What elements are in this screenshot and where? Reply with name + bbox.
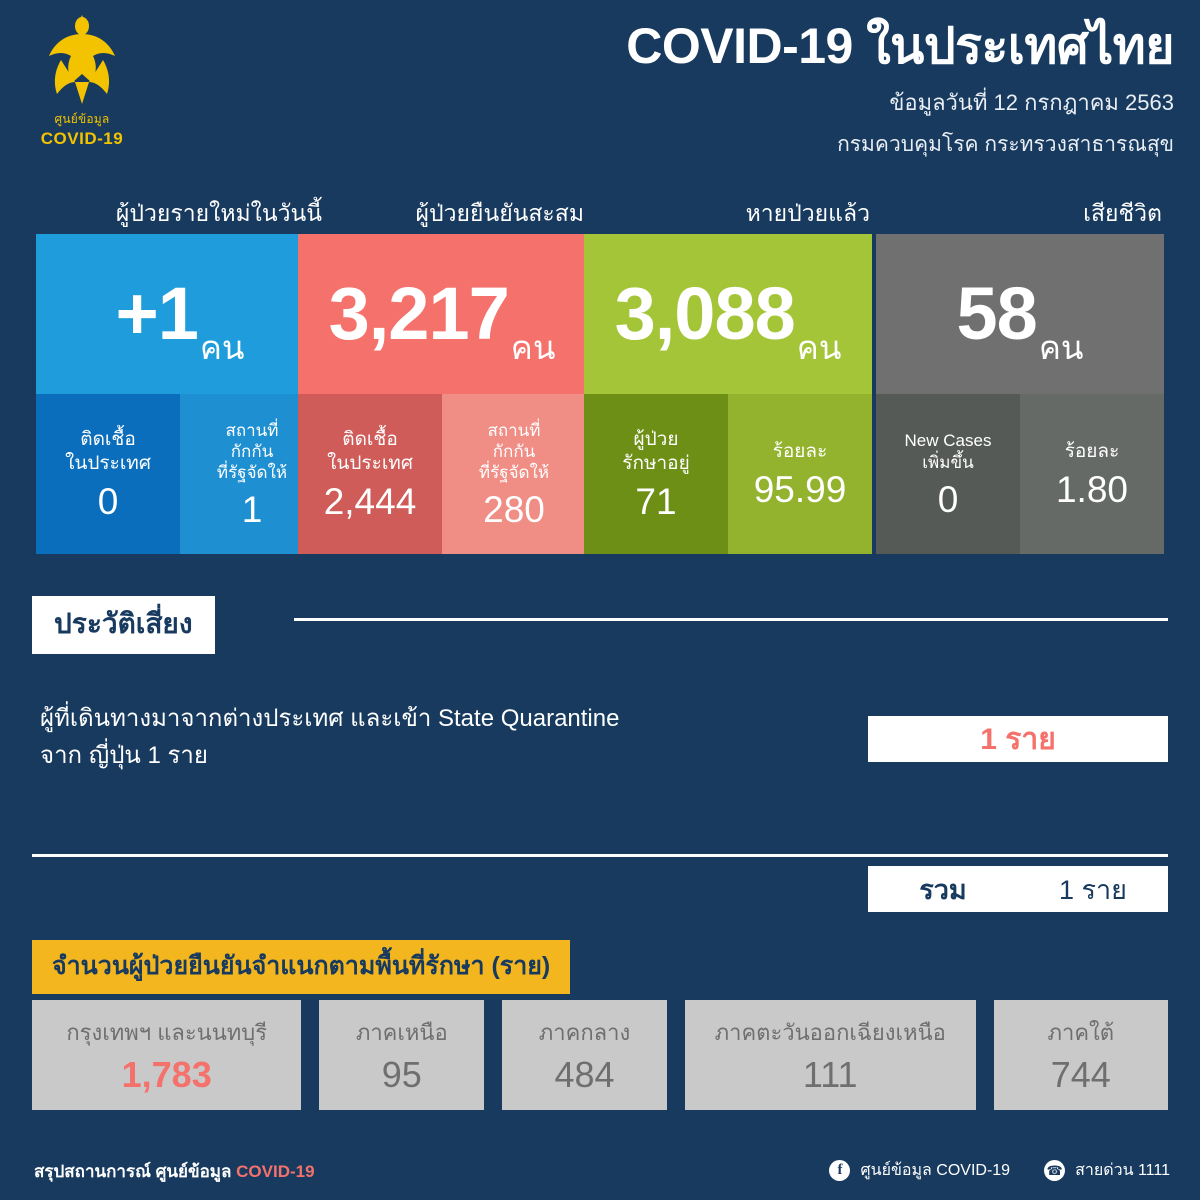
stat-sub-cell xyxy=(728,394,872,554)
stat-unit: คน xyxy=(796,329,842,366)
stat-label: ผู้ป่วยยืนยันสะสม xyxy=(415,200,584,226)
risk-total-value: 1 ราย xyxy=(1058,874,1127,905)
stat-sub-caption xyxy=(1065,440,1120,464)
header-titles xyxy=(626,20,1174,161)
caption-line-1: ติดเชื้อ xyxy=(342,428,398,450)
risk-item-line-2: จาก ญี่ปุ่น 1 ราย xyxy=(40,742,208,770)
stat-value: 3,088 xyxy=(614,272,795,355)
stat-sub-row xyxy=(876,394,1164,554)
stat-cards xyxy=(0,196,1200,576)
stat-sub-cell xyxy=(298,394,442,554)
region-name: ภาคตะวันออกเฉียงเหนือ xyxy=(714,1019,946,1045)
page-footer xyxy=(0,1144,1200,1200)
stat-main xyxy=(876,234,1164,394)
region-value: 111 xyxy=(802,1053,858,1095)
caption-line-2: ในประเทศ xyxy=(327,452,413,474)
region-value: 95 xyxy=(381,1053,422,1095)
region-card xyxy=(994,1000,1168,1110)
regions-heading: จำนวนผู้ป่วยยืนยันจำแนกตามพื้นที่รักษา (ราย) xyxy=(32,940,570,994)
stat-unit: คน xyxy=(1038,329,1084,366)
facebook-label[interactable]: ศูนย์ข้อมูล COVID-19 xyxy=(860,1162,1011,1179)
page-header xyxy=(0,0,1200,180)
footer-left-text xyxy=(34,1158,315,1185)
risk-summary-divider xyxy=(32,854,1168,857)
risk-total-label: รวม xyxy=(919,874,967,905)
stat-card-new-cases xyxy=(36,196,324,554)
caption-line-1: ร้อยละ xyxy=(1064,440,1120,462)
stat-unit: คน xyxy=(199,329,245,366)
stat-sub-caption xyxy=(905,430,992,473)
risk-history-title: ประวัติเสี่ยง xyxy=(32,596,215,654)
stat-sub-caption xyxy=(773,440,828,464)
region-card xyxy=(319,1000,484,1110)
stat-sub-caption xyxy=(65,428,151,476)
footer-brand-label: COVID-19 xyxy=(236,1162,315,1181)
caption-line-1: สถานที่ xyxy=(225,420,279,440)
risk-history-header xyxy=(32,596,1168,642)
stat-label: หายป่วยแล้ว xyxy=(745,200,870,226)
caption-line-2: กักกัน xyxy=(230,441,274,461)
stat-card-recovered xyxy=(584,196,872,554)
stat-sub-value: 71 xyxy=(635,481,677,523)
region-card xyxy=(685,1000,976,1110)
stat-sub-value: 0 xyxy=(97,481,119,523)
risk-header-divider xyxy=(294,618,1168,621)
caption-line-3: ที่รัฐจัดให้ xyxy=(478,463,550,483)
region-value: 484 xyxy=(554,1053,615,1095)
stat-value: 58 xyxy=(956,272,1037,355)
risk-item-text xyxy=(40,700,760,774)
stat-unit: คน xyxy=(510,329,556,366)
stat-sub-caption xyxy=(622,428,689,476)
header-date: ข้อมูลวันที่ 12 กรกฎาคม 2563 xyxy=(889,89,1174,115)
caption-line-2: รักษาอยู่ xyxy=(622,452,690,474)
stat-label: เสียชีวิต xyxy=(1083,200,1162,226)
stat-sub-cell xyxy=(1020,394,1164,554)
risk-item-count-badge: 1 ราย xyxy=(868,716,1168,762)
stat-sub-value: 1.80 xyxy=(1055,469,1128,511)
stat-sub-value: 95.99 xyxy=(753,469,847,511)
stat-sub-row xyxy=(36,394,324,554)
caption-line-1: New Cases xyxy=(904,431,992,451)
stat-sub-cell xyxy=(442,394,586,554)
region-card xyxy=(502,1000,667,1110)
stat-sub-value: 2,444 xyxy=(323,481,417,523)
caption-line-1: สถานที่ xyxy=(487,420,541,440)
logo-line-1: ศูนย์ข้อมูล xyxy=(54,112,110,126)
caption-line-3: ที่รัฐจัดให้ xyxy=(216,463,288,483)
region-name: ภาคเหนือ xyxy=(355,1019,448,1045)
garuda-emblem-icon xyxy=(37,12,127,108)
stat-sub-caption xyxy=(217,420,287,484)
region-name: ภาคกลาง xyxy=(538,1019,631,1045)
region-value: 1,783 xyxy=(121,1053,212,1095)
risk-total-badge xyxy=(868,866,1168,912)
stat-sub-cell xyxy=(36,394,180,554)
region-card xyxy=(32,1000,301,1110)
stat-card-total-confirmed xyxy=(298,196,586,554)
stat-sub-caption xyxy=(327,428,413,476)
footer-summary-label: สรุปสถานการณ์ ศูนย์ข้อมูล xyxy=(34,1162,237,1181)
phone-label[interactable]: สายด่วน 1111 xyxy=(1075,1162,1170,1179)
caption-line-2: เพิ่มขึ้น xyxy=(922,452,974,472)
region-name: กรุงเทพฯ และนนทบุรี xyxy=(66,1019,268,1045)
caption-line-1: ผู้ป่วย xyxy=(633,428,679,450)
risk-history-row xyxy=(40,700,1168,774)
caption-line-2: กักกัน xyxy=(492,441,536,461)
region-value: 744 xyxy=(1050,1053,1111,1095)
logo-line-2: COVID-19 xyxy=(40,129,124,148)
caption-line-1: ร้อยละ xyxy=(772,440,828,462)
stat-sub-value: 1 xyxy=(241,489,263,531)
stat-sub-row xyxy=(584,394,872,554)
facebook-icon[interactable]: f xyxy=(829,1160,850,1181)
stat-main xyxy=(36,234,324,394)
logo-block xyxy=(22,12,142,149)
stat-sub-value: 280 xyxy=(483,489,545,531)
stat-sub-cell xyxy=(876,394,1020,554)
stat-card-deaths xyxy=(876,196,1164,554)
stat-main xyxy=(584,234,872,394)
stat-value: 3,217 xyxy=(328,272,509,355)
footer-contacts xyxy=(829,1158,1170,1183)
region-name: ภาคใต้ xyxy=(1047,1019,1115,1045)
phone-icon[interactable]: ☎ xyxy=(1044,1160,1065,1181)
header-agency: กรมควบคุมโรค กระทรวงสาธารณสุข xyxy=(837,132,1174,156)
page-title: COVID-19 ในประเทศไทย xyxy=(626,18,1174,74)
regions-row xyxy=(32,1000,1168,1110)
caption-line-1: ติดเชื้อ xyxy=(80,428,136,450)
stat-sub-value: 0 xyxy=(937,478,959,520)
caption-line-2: ในประเทศ xyxy=(65,452,151,474)
stat-value: +1 xyxy=(115,272,198,355)
stat-sub-caption xyxy=(479,420,549,484)
risk-item-line-1: ผู้ที่เดินทางมาจากต่างประเทศ และเข้า State Quarantine xyxy=(40,705,620,732)
stat-main xyxy=(298,234,586,394)
stat-label: ผู้ป่วยรายใหม่ในวันนี้ xyxy=(115,200,322,226)
stat-sub-row xyxy=(298,394,586,554)
stat-sub-cell xyxy=(584,394,728,554)
